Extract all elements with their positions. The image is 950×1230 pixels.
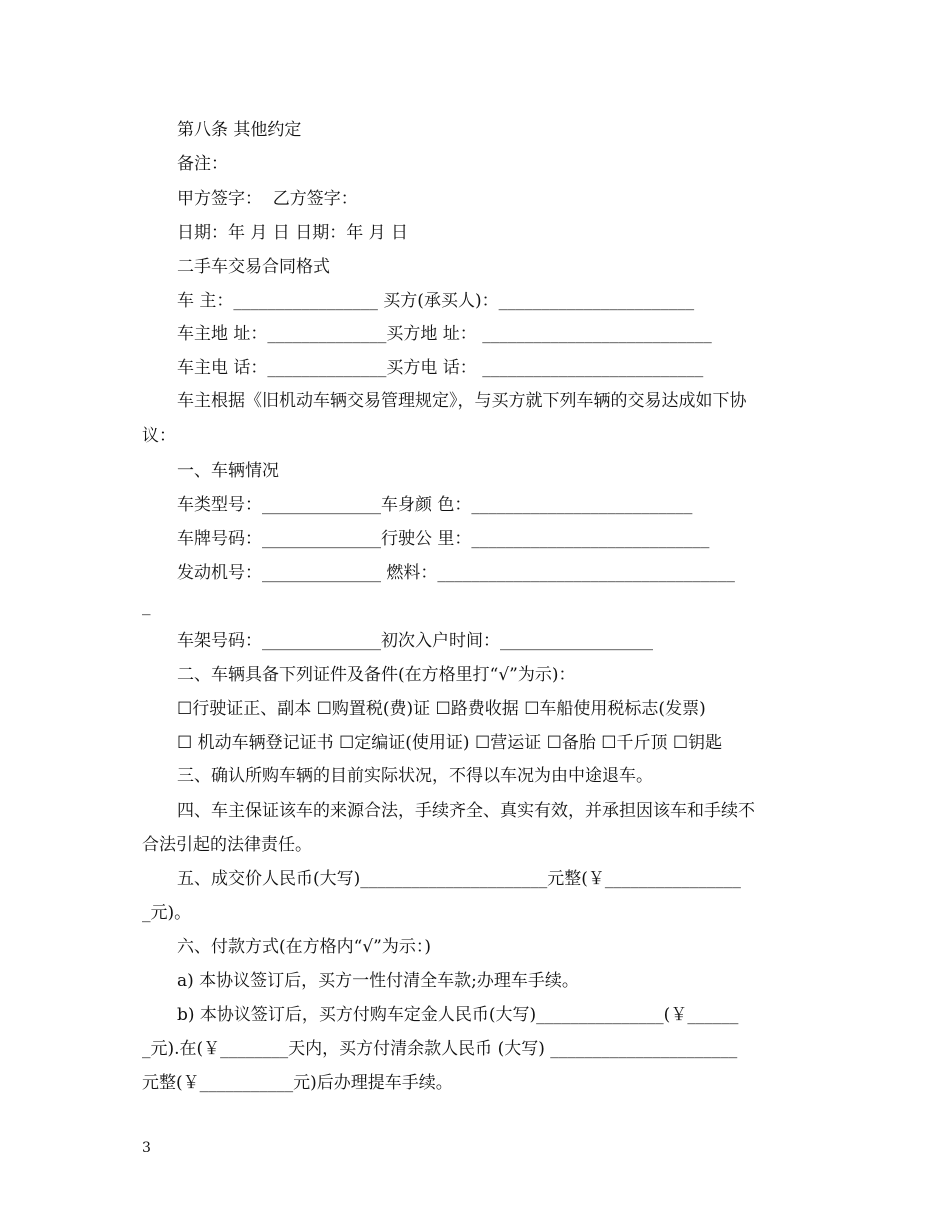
documents-checklist-2: ☐ 机动车辆登记证书 ☐定编证(使用证) ☐营运证 ☐备胎 ☐千斤顶 ☐钥匙	[177, 733, 723, 753]
payment-option-b-1: b) 本协议签订后，买方付购车定金人民币(大写)_______________(￥______	[177, 1005, 739, 1025]
engine-fuel-line: 发动机号：______________ 燃料：___________________________________	[177, 563, 735, 583]
section-4-text-1: 四、车主保证该车的来源合法，手续齐全、真实有效，并承担因该车和手续不	[177, 801, 755, 821]
owner-buyer-line: 车 主：_________________ 买方(承买人)：_______________________	[177, 291, 695, 311]
section-3-text: 三、确认所购车辆的目前实际状况，不得以车况为由中途退车。	[177, 766, 653, 786]
date-line: 日期：年 月 日 日期：年 月 日	[177, 223, 409, 243]
plate-mileage-line: 车牌号码：______________行驶公 里：____________________________	[177, 529, 710, 549]
section-2-heading: 二、车辆具备下列证件及备件(在方格里打“√”为示)：	[177, 665, 576, 685]
payment-option-b-2: _元).在(￥________天内，买方付清余款人民币 (大写) ______________________	[142, 1039, 738, 1059]
section-5-text-2: _元)。	[142, 903, 192, 923]
agreement-intro-line-2: 议：	[142, 426, 176, 446]
payment-option-b-3: 元整(￥___________元)后办理提车手续。	[142, 1073, 453, 1093]
agreement-intro-line-1: 车主根据《旧机动车辆交易管理规定》，与买方就下列车辆的交易达成如下协	[177, 391, 747, 411]
page-number: 3	[142, 1140, 151, 1156]
signature-line: 甲方签字： 乙方签字：	[177, 189, 358, 209]
section-4-text-2: 合法引起的法律责任。	[142, 835, 312, 855]
payment-option-a: a) 本协议签订后，买方一性付清全车款;办理车手续。	[177, 971, 579, 991]
address-line: 车主地 址：______________买方地 址： ___________________________	[177, 324, 712, 344]
phone-line: 车主电 话：______________买方电 话： __________________________	[177, 358, 704, 378]
section-1-heading: 一、车辆情况	[177, 461, 279, 481]
documents-checklist-1: ☐行驶证正、副本 ☐购置税(费)证 ☐路费收据 ☐车船使用税标志(发票)	[177, 699, 706, 719]
section-5-text-1: 五、成交价人民币(大写)______________________元整(￥________________	[177, 869, 741, 889]
frame-registration-line: 车架号码：______________初次入户时间：__________________	[177, 631, 653, 651]
clause-8-heading: 第八条 其他约定	[177, 120, 302, 140]
section-6-heading: 六、付款方式(在方格内“√”为示：)	[177, 937, 431, 957]
engine-fuel-overflow: _	[142, 596, 151, 616]
remarks-label: 备注：	[177, 154, 228, 174]
contract-format-title: 二手车交易合同格式	[177, 257, 330, 277]
vehicle-type-line: 车类型号：______________车身颜 色：__________________________	[177, 495, 693, 515]
